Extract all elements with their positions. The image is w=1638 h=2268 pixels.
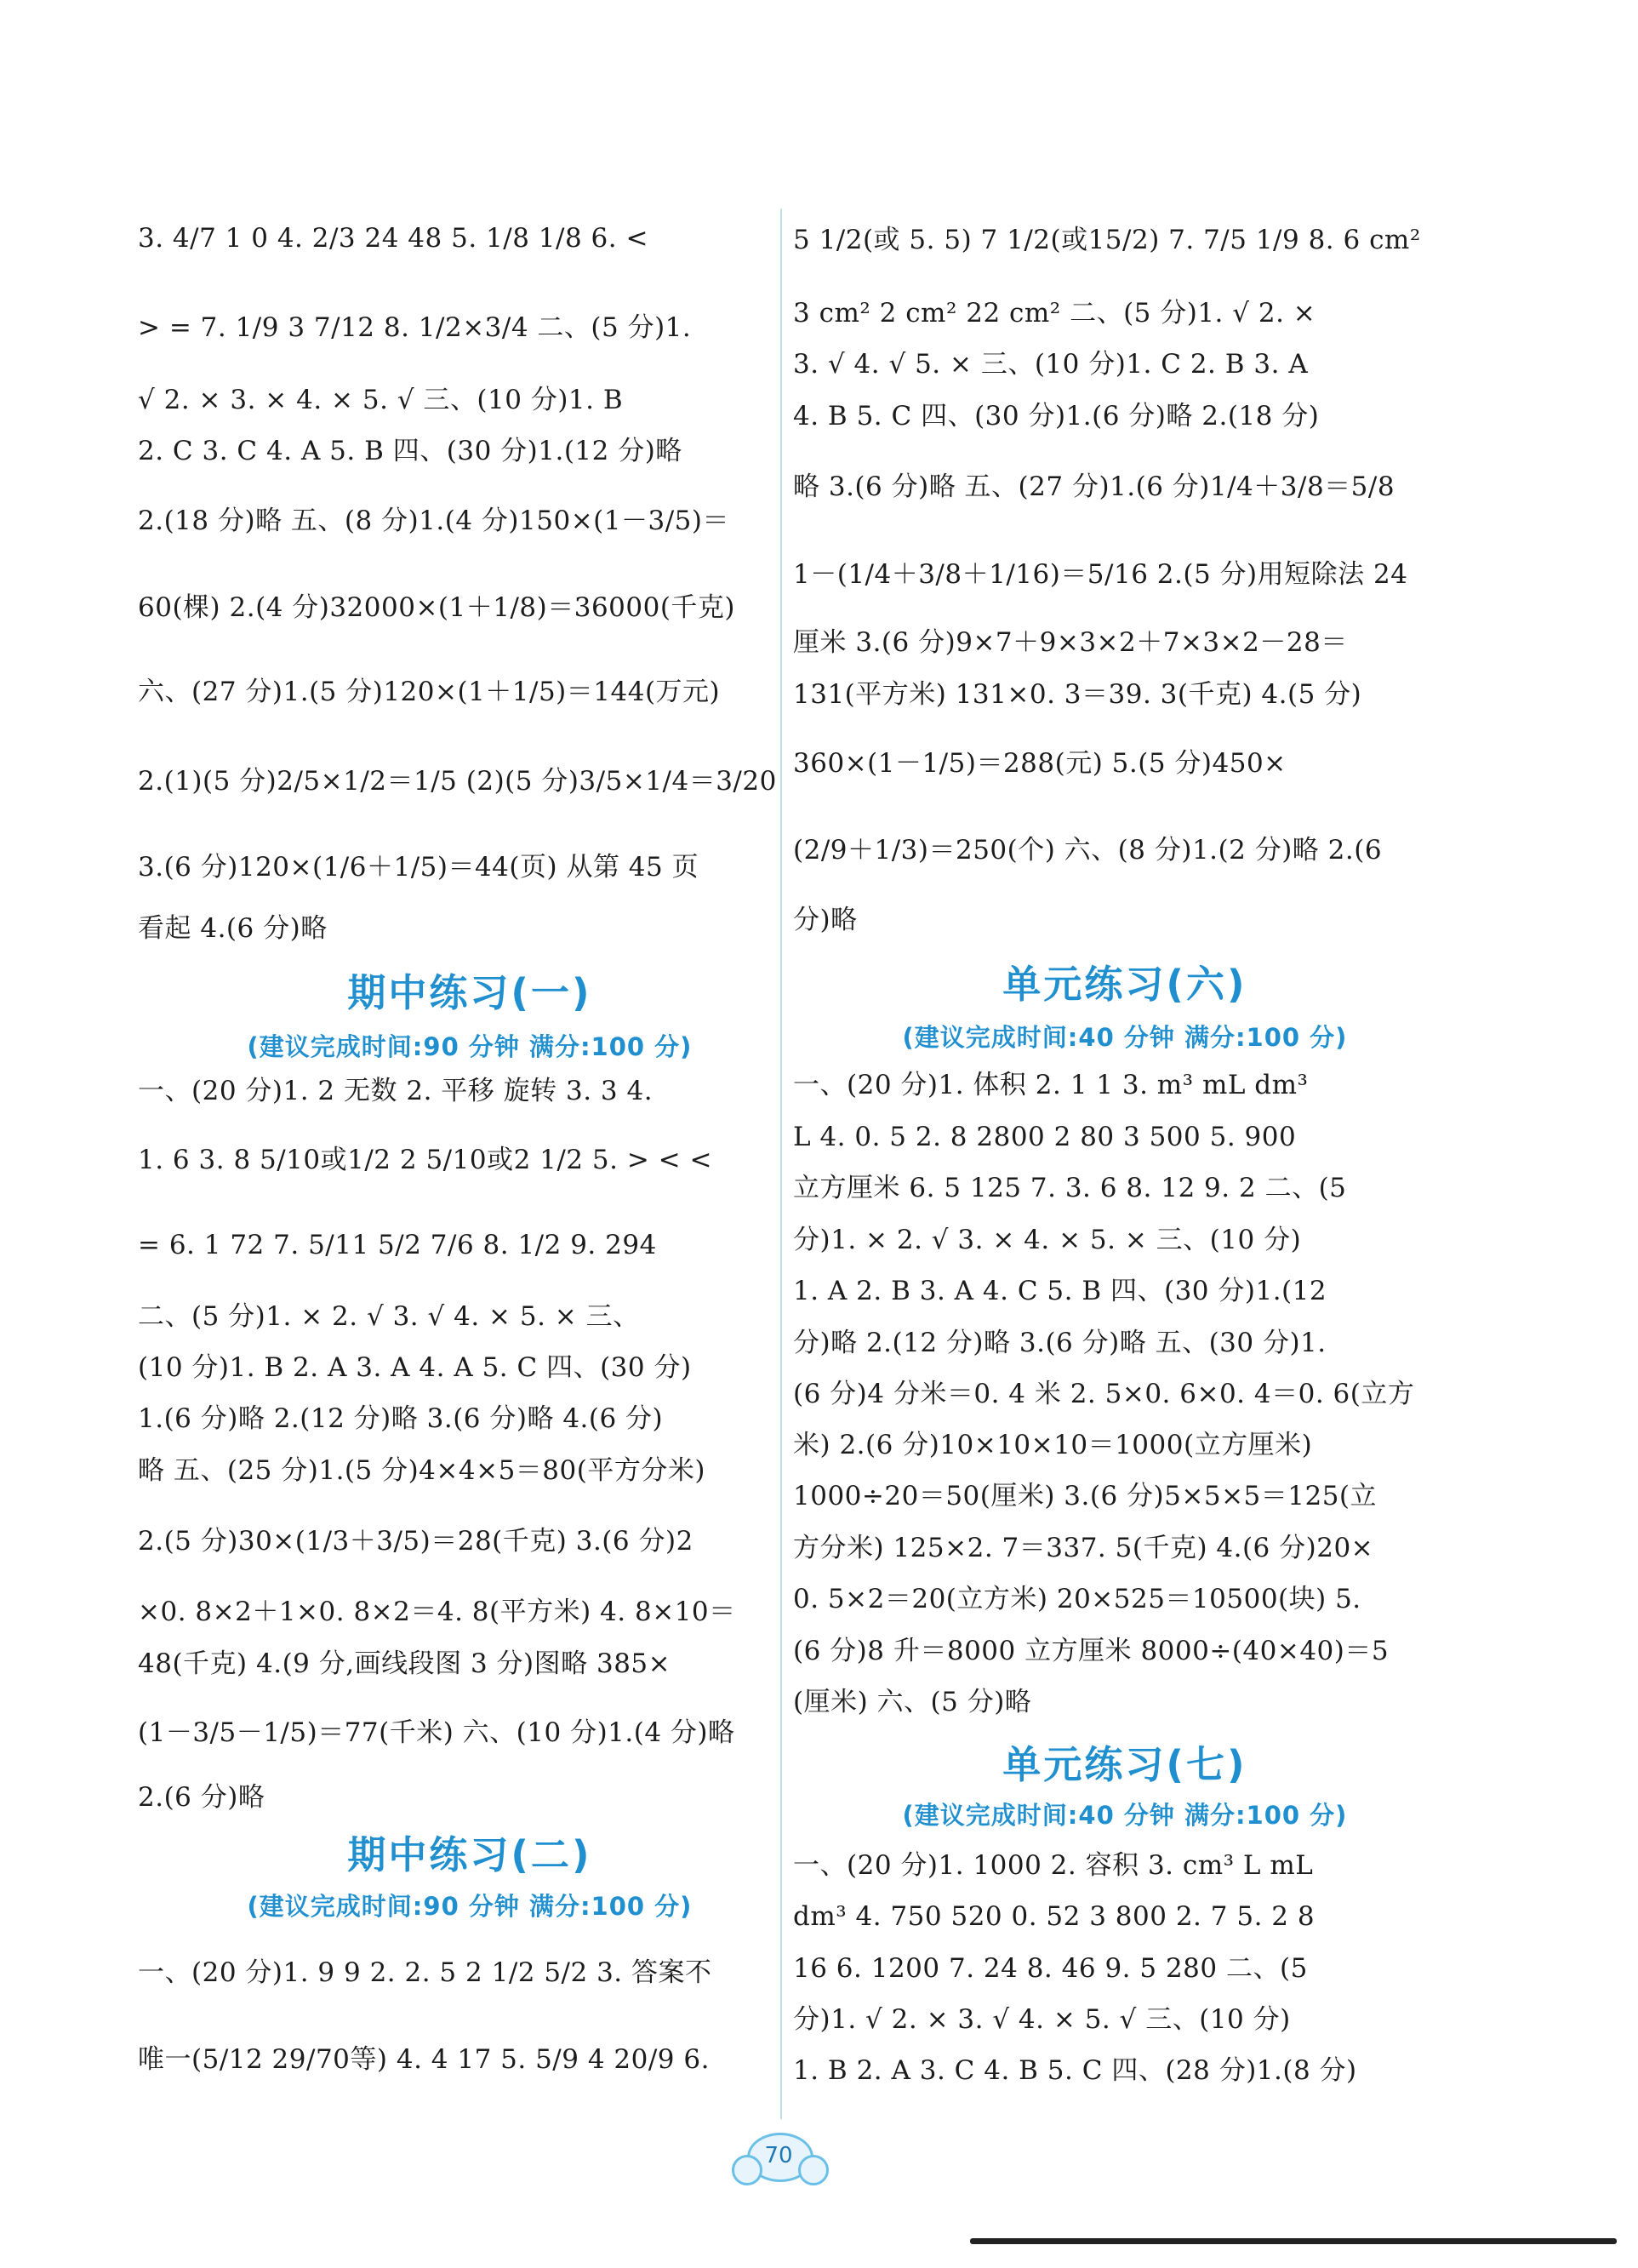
answer-line: ×0. 8×2＋1×0. 8×2＝4. 8(平方米) 4. 8×10＝ xyxy=(138,1597,736,1627)
answer-line: √ 2. × 3. × 4. × 5. √ 三、(10 分)1. B xyxy=(138,385,624,415)
answer-line: 2.(18 分)略 五、(8 分)1.(4 分)150×(1－3/5)＝ xyxy=(138,506,729,536)
right-column xyxy=(793,0,1457,2268)
answer-line: 2.(6 分)略 xyxy=(138,1782,265,1813)
answer-line: 2.(5 分)30×(1/3＋3/5)＝28(千克) 3.(6 分)2 xyxy=(138,1526,693,1557)
answer-line: (1－3/5－1/5)＝77(千米) 六、(10 分)1.(4 分)略 xyxy=(138,1717,735,1748)
answer-line: 分)1. √ 2. × 3. √ 4. × 5. √ 三、(10 分) xyxy=(793,2004,1291,2035)
answer-line: 分)略 xyxy=(793,905,858,935)
answer-line: 分)略 2.(12 分)略 3.(6 分)略 五、(30 分)1. xyxy=(793,1328,1327,1358)
answer-line: 六、(27 分)1.(5 分)120×(1＋1/5)＝144(万元) xyxy=(138,677,721,707)
answer-line: 4. B 5. C 四、(30 分)1.(6 分)略 2.(18 分) xyxy=(793,401,1320,431)
answer-line: 二、(5 分)1. × 2. √ 3. √ 4. × 5. × 三、 xyxy=(138,1301,640,1332)
answer-line: 16 6. 1200 7. 24 8. 46 9. 5 280 二、(5 xyxy=(793,1953,1308,1984)
answer-line: 1. A 2. B 3. A 4. C 5. B 四、(30 分)1.(12 xyxy=(793,1276,1327,1306)
page-number: 70 xyxy=(764,2143,793,2168)
section-title: 期中练习(二) xyxy=(347,1832,592,1877)
answer-line: 1－(1/4＋3/8＋1/16)＝5/16 2.(5 分)用短除法 24 xyxy=(793,559,1408,590)
answer-line: 厘米 3.(6 分)9×7＋9×3×2＋7×3×2－28＝ xyxy=(793,627,1348,658)
answer-line: = 6. 1 72 7. 5/11 5/2 7/6 8. 1/2 9. 294 xyxy=(138,1230,657,1260)
answer-line: 3. √ 4. √ 5. × 三、(10 分)1. C 2. B 3. A xyxy=(793,349,1309,380)
answer-line: 0. 5×2＝20(立方米) 20×525＝10500(块) 5. xyxy=(793,1584,1361,1614)
section-title: 单元练习(七) xyxy=(1002,1742,1247,1787)
section-subtitle: (建议完成时间:90 分钟 满分:100 分) xyxy=(247,1892,693,1921)
answer-line: (厘米) 六、(5 分)略 xyxy=(793,1687,1032,1717)
answer-line: 唯一(5/12 29/70等) 4. 4 17 5. 5/9 4 20/9 6. xyxy=(138,2044,710,2075)
answer-line: (6 分)8 升＝8000 立方厘米 8000÷(40×40)＝5 xyxy=(793,1636,1390,1666)
answer-line: 1000÷20＝50(厘米) 3.(6 分)5×5×5＝125(立 xyxy=(793,1481,1378,1511)
answer-line: 略 3.(6 分)略 五、(27 分)1.(6 分)1/4＋3/8＝5/8 xyxy=(793,471,1395,502)
answer-line: 方分米) 125×2. 7＝337. 5(千克) 4.(6 分)20× xyxy=(793,1533,1374,1563)
page-number-badge xyxy=(732,2133,825,2184)
answer-line: (10 分)1. B 2. A 3. A 4. A 5. C 四、(30 分) xyxy=(138,1352,692,1383)
answer-line: 略 五、(25 分)1.(5 分)4×4×5＝80(平方分米) xyxy=(138,1455,705,1486)
answer-line: 分)1. × 2. √ 3. × 4. × 5. × 三、(10 分) xyxy=(793,1225,1302,1255)
answer-line: 3.(6 分)120×(1/6＋1/5)＝44(页) 从第 45 页 xyxy=(138,852,699,883)
answer-line: 一、(20 分)1. 体积 2. 1 1 3. m³ mL dm³ xyxy=(793,1070,1309,1100)
answer-line: 3. 4/7 1 0 4. 2/3 24 48 5. 1/8 1/8 6. < xyxy=(138,223,648,254)
answer-line: 米) 2.(6 分)10×10×10＝1000(立方厘米) xyxy=(793,1430,1313,1460)
answer-line: 48(千克) 4.(9 分,画线段图 3 分)图略 385× xyxy=(138,1648,671,1679)
answer-line: (2/9＋1/3)＝250(个) 六、(8 分)1.(2 分)略 2.(6 xyxy=(793,835,1383,865)
left-column xyxy=(138,0,802,2268)
answer-line: 1. B 2. A 3. C 4. B 5. C 四、(28 分)1.(8 分) xyxy=(793,2055,1357,2086)
answer-line: 360×(1－1/5)＝288(元) 5.(5 分)450× xyxy=(793,748,1287,779)
answer-line: 1.(6 分)略 2.(12 分)略 3.(6 分)略 4.(6 分) xyxy=(138,1403,664,1434)
answer-line: 5 1/2(或 5. 5) 7 1/2(或15/2) 7. 7/5 1/9 8. 6 cm² xyxy=(793,225,1421,255)
answer-line: 立方厘米 6. 5 125 7. 3. 6 8. 12 9. 2 二、(5 xyxy=(793,1173,1347,1203)
section-subtitle: (建议完成时间:90 分钟 满分:100 分) xyxy=(247,1032,693,1061)
answer-line: 60(棵) 2.(4 分)32000×(1＋1/8)＝36000(千克) xyxy=(138,592,736,623)
answer-line: (6 分)4 分米＝0. 4 米 2. 5×0. 6×0. 4＝0. 6(立方 xyxy=(793,1379,1415,1409)
answer-line: L 4. 0. 5 2. 8 2800 2 80 3 500 5. 900 xyxy=(793,1122,1297,1152)
section-subtitle: (建议完成时间:40 分钟 满分:100 分) xyxy=(902,1023,1348,1052)
answer-line: 131(平方米) 131×0. 3＝39. 3(千克) 4.(5 分) xyxy=(793,679,1362,710)
answer-line: 1. 6 3. 8 5/10或1/2 2 5/10或2 1/2 5. > < < xyxy=(138,1145,712,1175)
answer-line: 2.(1)(5 分)2/5×1/2＝1/5 (2)(5 分)3/5×1/4＝3/20 xyxy=(138,766,777,797)
bottom-rule xyxy=(970,2238,1617,2244)
answer-line: 看起 4.(6 分)略 xyxy=(138,913,328,944)
answer-line: > = 7. 1/9 3 7/12 8. 1/2×3/4 二、(5 分)1. xyxy=(138,312,692,343)
answer-line: 3 cm² 2 cm² 22 cm² 二、(5 分)1. √ 2. × xyxy=(793,298,1316,328)
answer-line: 一、(20 分)1. 1000 2. 容积 3. cm³ L mL xyxy=(793,1850,1314,1881)
section-subtitle: (建议完成时间:40 分钟 满分:100 分) xyxy=(902,1801,1348,1830)
answer-line: 一、(20 分)1. 2 无数 2. 平移 旋转 3. 3 4. xyxy=(138,1076,653,1106)
section-title: 单元练习(六) xyxy=(1002,962,1247,1007)
section-title: 期中练习(一) xyxy=(347,970,592,1015)
answer-line: 2. C 3. C 4. A 5. B 四、(30 分)1.(12 分)略 xyxy=(138,436,682,466)
answer-line: dm³ 4. 750 520 0. 52 3 800 2. 7 5. 2 8 xyxy=(793,1901,1316,1932)
answer-line: 一、(20 分)1. 9 9 2. 2. 5 2 1/2 5/2 3. 答案不 xyxy=(138,1957,712,1988)
